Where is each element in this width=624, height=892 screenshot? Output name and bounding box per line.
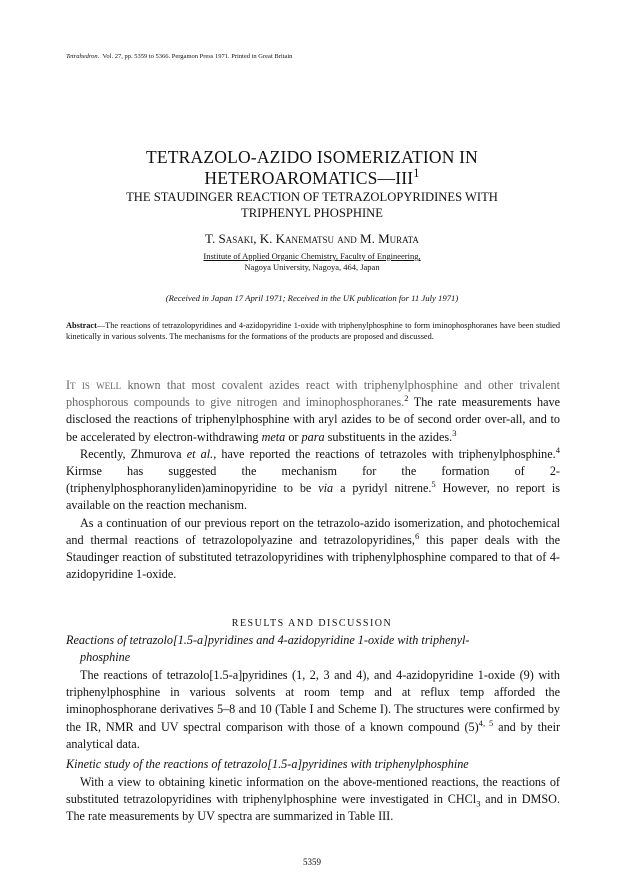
affiliation-line2: Nagoya University, Nagoya, 464, Japan bbox=[244, 262, 380, 272]
affiliation bbox=[0, 251, 624, 273]
section-heading-results: RESULTS AND DISCUSSION bbox=[231, 618, 393, 629]
subsection-heading-reactions bbox=[66, 632, 560, 666]
received-date: (Received in Japan 17 April 1971; Received in the UK publication for 11 July 1971) bbox=[165, 293, 459, 303]
subsection-heading-kinetic: Kinetic study of the reactions of tetrazolo[1.5-a]pyridines with triphenylphosphine bbox=[66, 757, 469, 771]
intro-paragraph-3: As a continuation of our previous report on the tetrazolo-azido isomerization, and photochemical and thermal reactions of tetrazolopolyazine and tetrazolopyridines,$^6$ this paper deals with the Staudinger reaction of substituted tetrazolopyridines with triphenylphosphine compared to that of 4-azidopyridine 1-oxide. bbox=[66, 515, 560, 582]
journal-name: Tetrahedron. bbox=[66, 53, 100, 60]
abstract-text: —The reactions of tetrazolopyridines and 4-azidopyridine 1-oxide with triphenylphosphine to form iminophosphoranes have been studied kinetically in various solvents. The mechanisms for the formations of the products are proposed and discussed. bbox=[66, 321, 560, 342]
results-paragraph-2: With a view to obtaining kinetic information on the above-mentioned reactions, the reactions of substituted tetrazolopyridines with triphenylphosphine were investigated in CHCl$_3$ and in DMSO. The rate measurements by UV spectra are summarized in Table III. bbox=[66, 775, 560, 824]
journal-details: Vol. 27, pp. 5359 to 5366. Pergamon Press 1971. Printed in Great Britain bbox=[102, 53, 293, 60]
author-list: T. Sasaki, K. Kanematsu and M. Murata bbox=[205, 231, 419, 246]
running-header bbox=[66, 53, 292, 60]
page-number: 5359 bbox=[303, 857, 321, 867]
subsection-heading-line2: phosphine bbox=[80, 650, 131, 665]
results-paragraph-1: The reactions of tetrazolo[1.5-a]pyridines (1, 2, 3 and 4), and 4-azidopyridine 1-oxide (9) with triphenylphosphine in various solvents at room temp and at reflux temp afforded the iminophosphorane derivatives 5–8 and 10 (Table I and Scheme I). The structures were confirmed by the IR, NMR and UV spectral comparison with those of a known compound $(5)^{4, 5}$ and by their analytical data. bbox=[66, 668, 561, 751]
intro-paragraph-2: Recently, Zhmurova et al., have reported the reactions of tetrazoles with triphenylphosphine.$^4$ Kirmse has suggested the mechanism for the formation of 2-(triphenylphosphoranyliden)aminopyridine to be via a pyridyl nitrene.$^5$ However, no report is available on the reaction mechanism. bbox=[66, 444, 560, 513]
subsection-heading-line1: Reactions of tetrazolo[1.5-a]pyridines and 4-azidopyridine 1-oxide with triphenyl- bbox=[66, 633, 470, 647]
abstract bbox=[66, 320, 560, 342]
introduction bbox=[66, 377, 560, 583]
abstract-label: Abstract bbox=[66, 321, 97, 330]
intro-paragraph-1: It is well known that most covalent azides react with triphenylphosphine and other trivalent phosphorous compounds to give nitrogen and iminophosphoranes.$^2$ The rate measurements have disclosed the reactions of triphenylphosphine with aryl azides to be of second order over-all, and to be accelerated by electron-withdrawing meta or para substituents in the azides.$^3$ bbox=[66, 378, 561, 444]
article-subtitle-line1: THE STAUDINGER REACTION OF TETRAZOLOPYRIDINES WITH bbox=[126, 190, 498, 204]
article-title-line1: TETRAZOLO-AZIDO ISOMERIZATION IN bbox=[145, 147, 479, 167]
article-subtitle-line2: TRIPHENYL PHOSPHINE bbox=[241, 206, 383, 220]
affiliation-line1: Institute of Applied Organic Chemistry, Faculty of Engineering, bbox=[203, 251, 421, 261]
article-title-line2: HETEROAROMATICS—III$^1$ bbox=[204, 166, 420, 188]
